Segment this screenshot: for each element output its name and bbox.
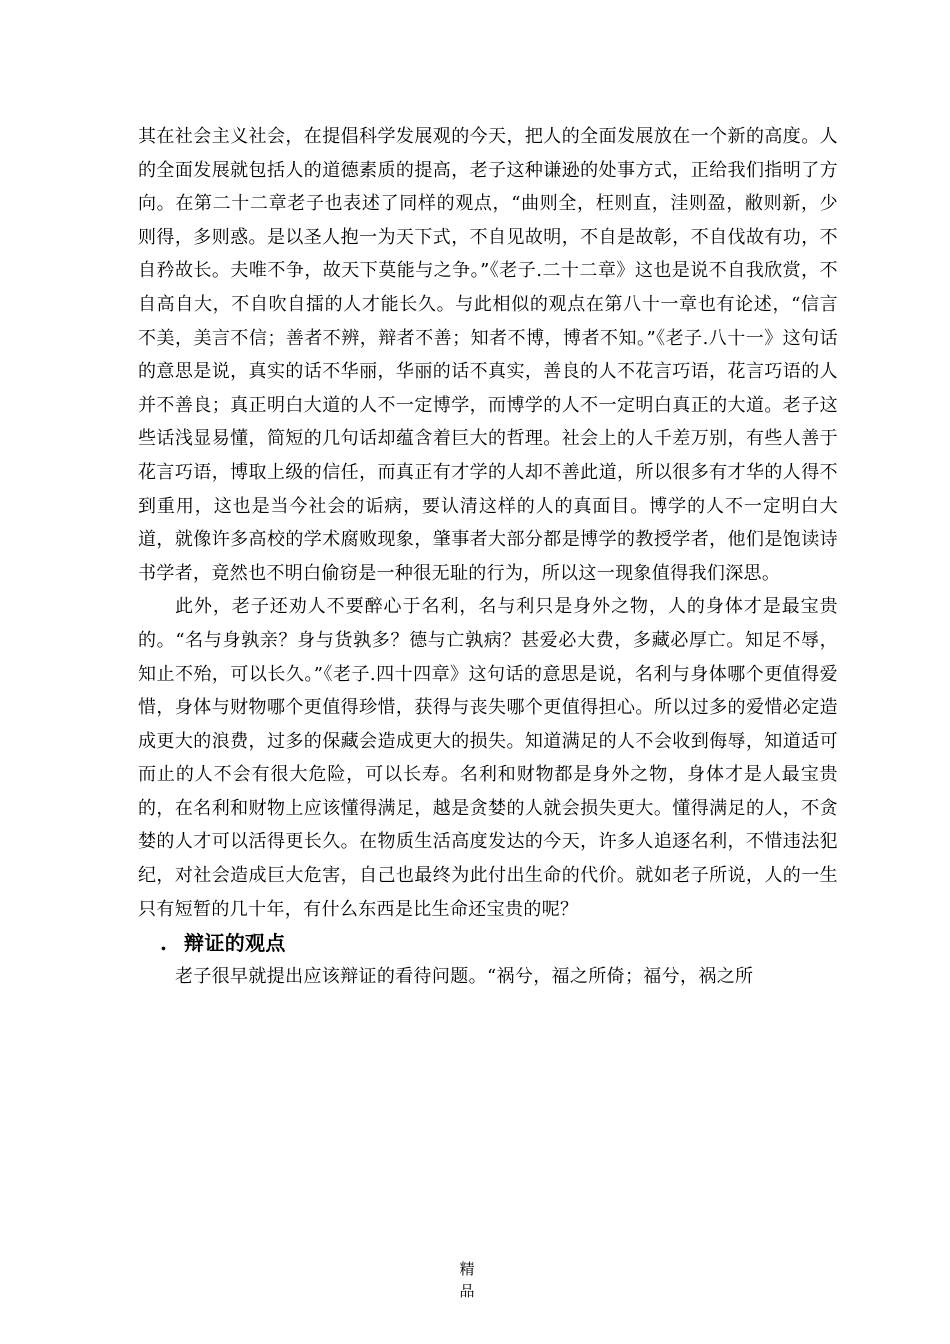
paragraph-fame-and-wealth: 此外，老子还劝人不要醉心于名利，名与利只是身外之物，人的身体才是最宝贵的。“名与身孰亲？身与货孰多？德与亡孰病？甚爱必大费，多藏必厚亡。知足不辱，知止不殆，可以长久。”《老子.四十四章》这句话的意思是说，名利与身体哪个更值得爱惜，身体与财物哪个更值得珍惜，获得与丧失哪个更值得担心。所以过多的爱惜必定造成更大的浪费，过多的保藏会造成更大的损失。知道满足的人不会收到侮辱，知道适可而止的人不会有很大危险，可以长寿。名利和财物都是身外之物，身体才是人最宝贵的，在名利和财物上应该懂得满足，越是贪婪的人就会损失更大。懂得满足的人，不贪婪的人才可以活得更长久。在物质生活高度发达的今天，许多人追逐名利，不惜违法犯纪，对社会造成巨大危害，自己也最终为此付出生命的代价。就如老子所说，人的一生只有短暂的几十年，有什么东西是比生命还宝贵的呢？: [138, 596, 838, 920]
paragraph-dialectics: 老子很早就提出应该辩证的看待问题。“祸兮，福之所倚；福兮，祸之所: [175, 966, 754, 988]
document-body: [138, 120, 838, 994]
page-footer-label: 精品: [459, 1260, 475, 1300]
paragraph-humility: 其在社会主义社会，在提倡科学发展观的今天，把人的全面发展放在一个新的高度。人的全面发展就包括人的道德素质的提高，老子这种谦逊的处事方式，正给我们指明了方向。在第二十二章老子也表述了同样的观点，“曲则全，枉则直，洼则盈，敝则新，少则得，多则惑。是以圣人抱一为天下式，不自见故明，不自是故彰，不自伐故有功，不自矜故长。夫唯不争，故天下莫能与之争。”《老子.二十二章》这也是说不自我欣赏，不自高自大，不自吹自擂的人才能长久。与此相似的观点在第八十一章也有论述，“信言不美，美言不信；善者不辨，辩者不善；知者不博，博者不知。”《老子.八十一》这句话的意思是说，真实的话不华丽，华丽的话不真实，善良的人不花言巧语，花言巧语的人并不善良；真正明白大道的人不一定博学，而博学的人不一定明白真正的大道。老子这些话浅显易懂，简短的几句话却蕴含着巨大的哲理。社会上的人千差万别，有些人善于花言巧语，博取上级的信任，而真正有才学的人却不善此道，所以很多有才华的人得不到重用，这也是当今社会的诟病，要认清这样的人的真面目。博学的人不一定明白大道，就像许多高校的学术腐败现象，肇事者大部分都是博学的教授学者，他们是饱读诗书学者，竟然也不明白偷窃是一种很无耻的行为，所以这一现象值得我们深思。: [138, 126, 838, 584]
section-heading: [160, 926, 860, 960]
heading-text: 辩证的观点: [184, 931, 286, 956]
heading-marker: .: [160, 931, 168, 956]
